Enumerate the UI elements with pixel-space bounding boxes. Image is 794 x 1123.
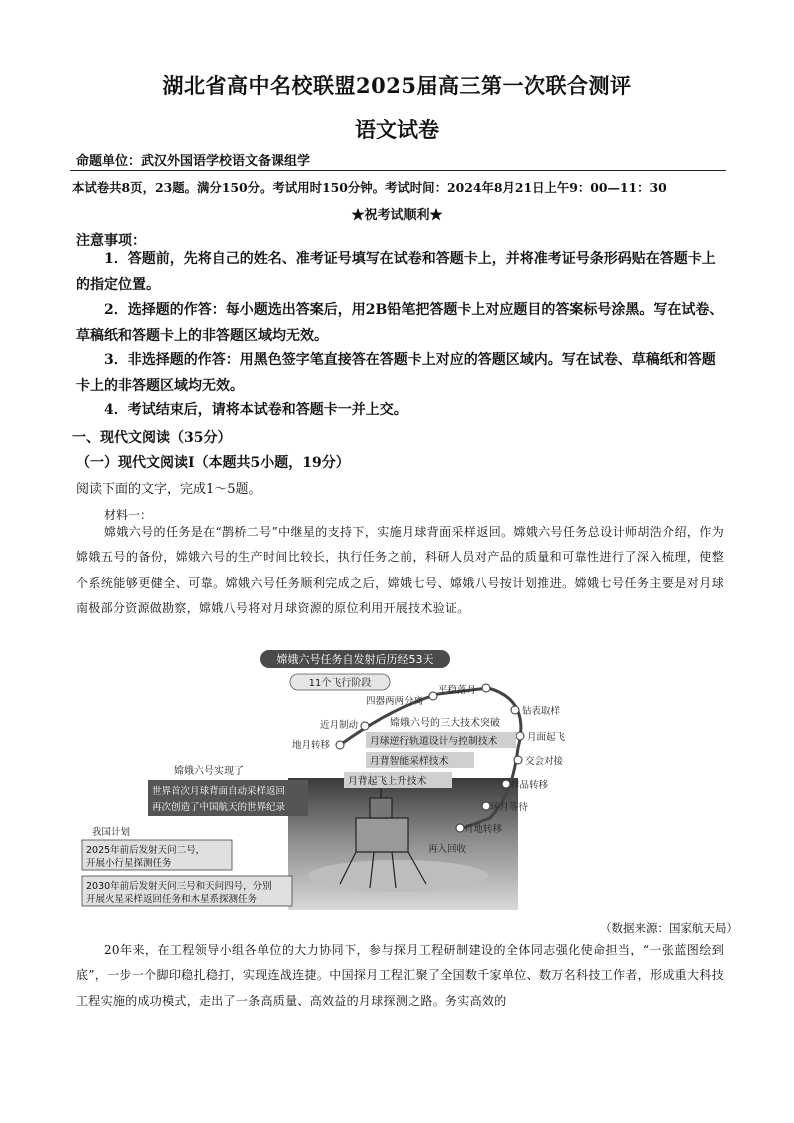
plan-title: 我国计划 <box>92 827 131 838</box>
section-title: 一、现代文阅读（35分） <box>72 430 232 446</box>
reading-instruction: 阅读下面的文字，完成1～5题。 <box>76 482 262 497</box>
stage-node <box>336 741 344 749</box>
notice-item-1: 1．答题前，先将自己的姓名、准考证号填写在试卷和答题卡上，并将准考证号条形码贴在答题卡上的指定位置。 <box>76 251 716 293</box>
plan-1b: 开展小行星探测任务 <box>86 858 172 869</box>
stage-label: 四器两两分离 <box>366 696 424 707</box>
achieve-text-2: 再次创造了中国航天的世界纪录 <box>152 802 286 813</box>
stage-label: 再入回收 <box>428 844 467 855</box>
stage-node <box>516 732 524 740</box>
stage-node <box>456 824 464 832</box>
exam-info: 本试卷共8页，23题。满分150分。考试用时150分钟。考试时间：2024年8月21日上午9：00—11：30 <box>72 180 667 195</box>
mission-banner: 嫦娥六号任务自发射后历经53天 <box>276 653 434 666</box>
good-luck-line: ★祝考试顺利★ <box>351 208 443 223</box>
notice-item-2: 2．选择题的作答：每小题选出答案后，用2B铅笔把答题卡上对应题目的答案标号涂黑。写在试卷、草稿纸和答题卡上的非答题区域均无效。 <box>76 302 724 344</box>
stage-node <box>514 756 522 764</box>
stage-node <box>429 692 437 700</box>
notice-item-3: 3．非选择题的作答：用黑色签字笔直接答在答题卡上对应的答题区域内。写在试卷、草稿纸和答题卡上的非答题区域均无效。 <box>76 352 716 394</box>
notice-item-4: 4．考试结束后，请将本试卷和答题卡一并上交。 <box>104 402 408 418</box>
phases-label: 11个飞行阶段 <box>308 678 372 689</box>
stage-node <box>502 780 510 788</box>
page-title: 湖北省高中名校联盟2025届高三第一次联合测评 <box>162 73 632 98</box>
stage-label: 月地转移 <box>464 824 503 835</box>
stage-node <box>361 722 369 730</box>
plan-1a: 2025年前后发射天问二号， <box>86 845 206 856</box>
tech-title: 嫦娥六号的三大技术突破 <box>390 718 500 729</box>
stage-label: 样品转移 <box>510 780 549 791</box>
material-paragraph-1: 嫦娥六号的任务是在“鹊桥二号”中继星的支持下，实施月球背面采样返回。嫦娥六号任务总设计师胡浩介绍，作为嫦娥五号的备份，嫦娥六号的生产时间比较长，执行任务之前，科研人员对产品的质量和可靠性进行了深入梳理，使整个系统能够更健全、可靠。嫦娥六号任务顺利完成之后，嫦娥七号、嫦娥八号按计划推进。嫦娥七号任务主要是对月球南极部分资源做勘察，嫦娥八号将对月球资源的原位利用开展技术验证。 <box>76 525 724 616</box>
stage-label: 近月制动 <box>320 720 359 731</box>
achieve-title: 嫦娥六号实现了 <box>174 766 244 777</box>
tech-item: 月背起飞上升技术 <box>348 776 427 787</box>
stage-node <box>511 706 519 714</box>
plan-2a: 2030年前后发射天问三号和天问四号，分别 <box>86 881 272 892</box>
part-title: （一）现代文阅读Ⅰ（本题共5小题，19分） <box>76 455 350 471</box>
achieve-text-1: 世界首次月球背面自动采样返回 <box>152 786 286 797</box>
tech-item: 月背智能采样技术 <box>370 756 449 767</box>
stage-label: 环月等待 <box>490 802 529 813</box>
stage-node <box>482 802 490 810</box>
stage-node <box>482 684 490 692</box>
stage-label: 月面起飞 <box>527 732 566 743</box>
material-paragraph-2: 20年来，在工程领导小组各单位的大力协同下，参与探月工程研制建设的全体同志强化使命担当，“一张蓝图绘到底”，一步一个脚印稳扎稳打，实现连战连捷。中国探月工程汇聚了全国数千家单位、数万名科技工作者，形成重大科技工程实施的成功模式，走出了一条高质量、高效益的月球探测之路。务实高效的 <box>76 943 724 1008</box>
stage-label: 地月转移 <box>292 740 331 751</box>
material-label: 材料一： <box>104 508 153 522</box>
data-source: （数据来源：国家航天局） <box>600 921 738 935</box>
notice-heading: 注意事项： <box>76 233 146 249</box>
infographic-svg <box>78 648 728 910</box>
stage-label: 钻表取样 <box>522 706 561 717</box>
exam-subject: 语文试卷 <box>355 117 439 142</box>
stage-label: 平稳落月 <box>438 685 477 696</box>
divider-top <box>70 170 726 171</box>
stage-label: 交会对接 <box>525 756 564 767</box>
crater <box>308 860 488 892</box>
plan-2b: 开展火星采样返回任务和木星系探测任务 <box>86 894 258 905</box>
change6-infographic <box>78 648 728 910</box>
tech-item: 月球逆行轨道设计与控制技术 <box>370 736 498 747</box>
author-unit: 命题单位：武汉外国语学校语文备课组学 <box>76 154 311 169</box>
